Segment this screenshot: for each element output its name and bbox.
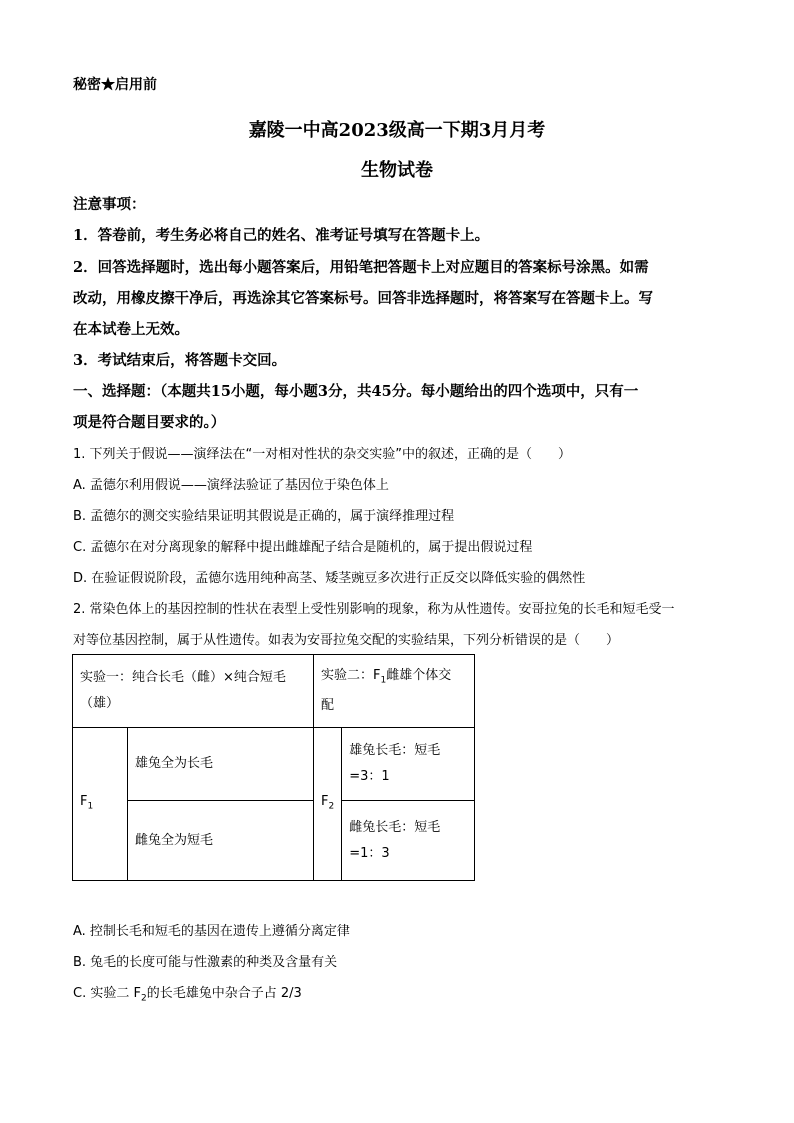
f2-label: $F_2$ [314, 728, 342, 881]
question-2-stem-line-2: 对等位基因控制，属于从性遗传。如表为安哥拉兔交配的实验结果，下列分析错误的是（ ） [73, 633, 620, 648]
notice-item-2-line-1: 2．回答选择题时，选出每小题答案后，用铅笔把答题卡上对应题目的答案标号涂黑。如需 [73, 259, 649, 276]
exam-title: 嘉陵一中高2023级高一下期3月月考 [248, 120, 546, 141]
subject-title: 生物试卷 [361, 160, 433, 181]
section-heading-line-2: 项是符合题目要求的。） [73, 414, 226, 431]
f2-male-result: 雄兔长毛：短毛 =3：1 [342, 728, 475, 801]
question-1-option-b: B. 孟德尔的测交实验结果证明其假说是正确的，属于演绎推理过程 [73, 509, 455, 524]
f1-label: $F_1$ [73, 728, 128, 881]
question-1-option-a: A. 孟德尔利用假说——演绎法验证了基因位于染色体上 [73, 478, 389, 493]
notice-item-3: 3．考试结束后，将答题卡交回。 [73, 352, 287, 369]
f1-female-result: 雌兔全为短毛 [128, 801, 314, 881]
experiment-2-header: 实验二：$F_1$雌雄个体交 配 [314, 655, 475, 728]
question-1-option-d: D. 在验证假说阶段，孟德尔选用纯种高茎、矮茎豌豆多次进行正反交以降低实验的偶然性 [73, 571, 586, 586]
experiment-1-header: 实验一：纯合长毛（雌）×纯合短毛 （雄） [73, 655, 314, 728]
f2-female-result: 雌兔长毛：短毛 =1：3 [342, 801, 475, 881]
question-2-option-a: A. 控制长毛和短毛的基因在遗传上遵循分离定律 [73, 924, 350, 939]
question-2-option-c: C. 实验二 $F_2$的长毛雄兔中杂合子占 2/3 [73, 986, 302, 1004]
experiment-table [72, 654, 475, 881]
notice-item-1: 1．答卷前，考生务必将自己的姓名、准考证号填写在答题卡上。 [73, 227, 490, 244]
question-2-option-b: B. 兔毛的长度可能与性激素的种类及含量有关 [73, 955, 338, 970]
notice-heading: 注意事项： [73, 196, 146, 213]
notice-item-2-line-3: 在本试卷上无效。 [73, 321, 189, 338]
f1-male-result: 雄兔全为长毛 [128, 728, 314, 801]
question-1-option-c: C. 孟德尔在对分离现象的解释中提出雌雄配子结合是随机的，属于提出假说过程 [73, 540, 533, 555]
notice-item-2-line-2: 改动，用橡皮擦干净后，再选涂其它答案标号。回答非选择题时，将答案写在答题卡上。写 [73, 290, 653, 307]
section-heading-line-1: 一、选择题：（本题共15小题，每小题3分，共45分。每小题给出的四个选项中，只有一 [73, 383, 639, 400]
secret-label: 秘密★启用前 [73, 77, 157, 93]
question-2-stem-line-1: 2. 常染色体上的基因控制的性状在表型上受性别影响的现象，称为从性遗传。安哥拉兔的长毛和短毛受一 [73, 602, 675, 617]
question-1-stem: 1. 下列关于假说——演绎法在“一对相对性状的杂交实验”中的叙述，正确的是（ ） [73, 447, 572, 462]
